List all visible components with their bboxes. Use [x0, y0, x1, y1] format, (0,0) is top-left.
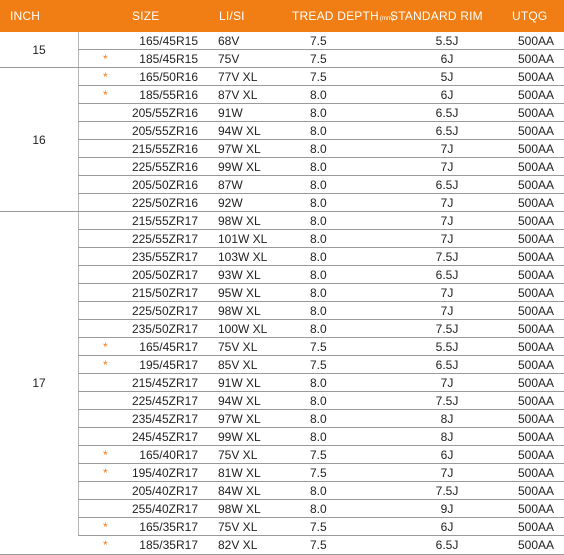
cell-standard-rim: 7.5J	[435, 484, 459, 498]
size-asterisk: *	[103, 538, 108, 552]
cell-li-si: 92W	[218, 196, 243, 210]
cell-tread-depth: 8.0	[310, 322, 327, 336]
table-row	[78, 140, 564, 158]
cell-utqg: 500AA	[517, 106, 554, 120]
col-standard-rim-header: STANDARD RIM	[390, 9, 483, 23]
table-row	[78, 500, 564, 518]
cell-tread-depth: 8.0	[310, 232, 327, 246]
cell-utqg: 500AA	[517, 448, 554, 462]
cell-li-si: 100W XL	[218, 322, 268, 336]
cell-li-si: 103W XL	[218, 250, 268, 264]
cell-li-si: 98W XL	[218, 304, 261, 318]
cell-utqg: 500AA	[517, 376, 554, 390]
cell-li-si: 77V XL	[218, 70, 258, 84]
cell-utqg: 500AA	[517, 124, 554, 138]
table-row	[78, 50, 564, 68]
cell-tread-depth: 8.0	[310, 142, 327, 156]
cell-size: 185/55R16	[139, 88, 198, 102]
cell-size: 235/45ZR17	[131, 412, 198, 426]
cell-size: 225/50ZR16	[131, 196, 198, 210]
table-row	[78, 302, 564, 320]
cell-li-si: 91W XL	[218, 376, 261, 390]
cell-standard-rim: 7J	[440, 142, 454, 156]
cell-tread-depth: 7.5	[310, 520, 327, 534]
table-row	[78, 86, 564, 104]
cell-tread-depth: 8.0	[310, 484, 327, 498]
cell-tread-depth: 7.5	[310, 538, 327, 552]
col-inch-header: INCH	[10, 9, 41, 23]
cell-size: 215/45ZR17	[131, 376, 198, 390]
cell-li-si: 99W XL	[218, 430, 261, 444]
cell-utqg: 500AA	[517, 70, 554, 84]
cell-li-si: 91W	[218, 106, 243, 120]
cell-li-si: 95W XL	[218, 286, 261, 300]
table-row	[78, 230, 564, 248]
cell-standard-rim: 7J	[440, 286, 454, 300]
cell-tread-depth: 8.0	[310, 412, 327, 426]
size-asterisk: *	[103, 466, 108, 480]
cell-size: 225/55ZR17	[131, 232, 198, 246]
cell-tread-depth: 7.5	[310, 466, 327, 480]
table-row	[78, 320, 564, 338]
cell-standard-rim: 6J	[440, 520, 454, 534]
cell-utqg: 500AA	[517, 430, 554, 444]
cell-utqg: 500AA	[517, 538, 554, 552]
cell-size: 165/50R16	[139, 70, 198, 84]
inch-cell: 15	[32, 43, 46, 57]
cell-li-si: 75V XL	[218, 448, 258, 462]
cell-li-si: 84W XL	[218, 484, 261, 498]
cell-tread-depth: 8.0	[310, 304, 327, 318]
cell-tread-depth: 7.5	[310, 52, 327, 66]
table-row	[78, 104, 564, 122]
col-tread-depth-header	[292, 0, 394, 32]
size-asterisk: *	[103, 358, 108, 372]
cell-li-si: 94W XL	[218, 394, 261, 408]
cell-tread-depth: 8.0	[310, 502, 327, 516]
cell-tread-depth: 8.0	[310, 430, 327, 444]
cell-standard-rim: 9J	[440, 502, 454, 516]
cell-size: 195/40ZR17	[131, 466, 198, 480]
table-row	[78, 428, 564, 446]
table-row	[78, 266, 564, 284]
cell-utqg: 500AA	[517, 322, 554, 336]
cell-standard-rim: 8J	[440, 430, 454, 444]
size-asterisk: *	[103, 520, 108, 534]
table-row	[78, 482, 564, 500]
cell-standard-rim: 7.5J	[435, 394, 459, 408]
table-row	[78, 194, 564, 212]
cell-standard-rim: 6J	[440, 88, 454, 102]
cell-tread-depth: 8.0	[310, 178, 327, 192]
cell-size: 205/55ZR16	[131, 124, 198, 138]
table-row	[78, 158, 564, 176]
cell-tread-depth: 8.0	[310, 214, 327, 228]
cell-standard-rim: 7J	[440, 376, 454, 390]
cell-tread-depth: 8.0	[310, 394, 327, 408]
cell-standard-rim: 6.5J	[435, 268, 459, 282]
cell-utqg: 500AA	[517, 268, 554, 282]
cell-standard-rim: 5.5J	[435, 34, 459, 48]
cell-size: 235/50ZR17	[131, 322, 198, 336]
cell-size: 205/50ZR16	[131, 178, 198, 192]
cell-li-si: 82V XL	[218, 538, 258, 552]
cell-standard-rim: 7J	[440, 214, 454, 228]
cell-size: 225/50ZR17	[131, 304, 198, 318]
cell-tread-depth: 8.0	[310, 250, 327, 264]
table-row	[78, 356, 564, 374]
cell-utqg: 500AA	[517, 340, 554, 354]
cell-tread-depth: 8.0	[310, 88, 327, 102]
table-row	[78, 68, 564, 86]
cell-utqg: 500AA	[517, 52, 554, 66]
cell-size: 245/45ZR17	[131, 430, 198, 444]
cell-utqg: 500AA	[517, 358, 554, 372]
size-asterisk: *	[103, 52, 108, 66]
cell-li-si: 97W XL	[218, 412, 261, 426]
table-row	[78, 248, 564, 266]
table-row	[78, 176, 564, 194]
cell-size: 185/35R17	[139, 538, 198, 552]
cell-tread-depth: 7.5	[310, 34, 327, 48]
cell-li-si: 81W XL	[218, 466, 261, 480]
table-row	[78, 122, 564, 140]
cell-li-si: 87V XL	[218, 88, 258, 102]
cell-standard-rim: 6.5J	[435, 538, 459, 552]
table-row	[78, 392, 564, 410]
cell-standard-rim: 6J	[440, 448, 454, 462]
col-li-si-header: LI/SI	[219, 9, 245, 23]
table-header	[0, 0, 564, 32]
cell-utqg: 500AA	[517, 304, 554, 318]
table-row	[78, 518, 564, 536]
tread-depth-label: TREAD DEPTH	[292, 9, 379, 23]
cell-li-si: 75V XL	[218, 340, 258, 354]
tread-depth-unit: (mm)	[379, 16, 394, 22]
cell-li-si: 93W XL	[218, 268, 261, 282]
cell-standard-rim: 5.5J	[435, 340, 459, 354]
table-row	[78, 446, 564, 464]
table-row	[78, 536, 564, 554]
cell-li-si: 94W XL	[218, 124, 261, 138]
cell-tread-depth: 8.0	[310, 196, 327, 210]
cell-standard-rim: 6.5J	[435, 358, 459, 372]
cell-utqg: 500AA	[517, 484, 554, 498]
col-size-header: SIZE	[132, 9, 160, 23]
cell-size: 235/55ZR17	[131, 250, 198, 264]
table-row	[78, 32, 564, 50]
cell-li-si: 75V	[218, 52, 240, 66]
cell-li-si: 97W XL	[218, 142, 261, 156]
cell-standard-rim: 7J	[440, 466, 454, 480]
cell-size: 225/45ZR17	[131, 394, 198, 408]
inch-cell: 17	[32, 376, 46, 390]
size-asterisk: *	[103, 88, 108, 102]
cell-standard-rim: 6.5J	[435, 124, 459, 138]
cell-utqg: 500AA	[517, 142, 554, 156]
cell-standard-rim: 7J	[440, 160, 454, 174]
cell-standard-rim: 6.5J	[435, 178, 459, 192]
cell-tread-depth: 7.5	[310, 340, 327, 354]
cell-li-si: 75V XL	[218, 520, 258, 534]
cell-tread-depth: 8.0	[310, 124, 327, 138]
cell-li-si: 85V XL	[218, 358, 258, 372]
cell-size: 205/50ZR17	[131, 268, 198, 282]
table-row	[78, 410, 564, 428]
cell-li-si: 68V	[218, 34, 240, 48]
cell-utqg: 500AA	[517, 160, 554, 174]
cell-size: 255/40ZR17	[131, 502, 198, 516]
cell-size: 165/45R17	[139, 340, 198, 354]
cell-utqg: 500AA	[517, 502, 554, 516]
col-utqg-header: UTQG	[512, 9, 548, 23]
cell-standard-rim: 7J	[440, 196, 454, 210]
cell-standard-rim: 7J	[440, 232, 454, 246]
table-row	[78, 374, 564, 392]
cell-utqg: 500AA	[517, 214, 554, 228]
cell-standard-rim: 7J	[440, 304, 454, 318]
cell-tread-depth: 8.0	[310, 106, 327, 120]
table-row	[78, 338, 564, 356]
cell-tread-depth: 8.0	[310, 268, 327, 282]
cell-utqg: 500AA	[517, 250, 554, 264]
cell-size: 215/50ZR17	[131, 286, 198, 300]
cell-tread-depth: 7.5	[310, 448, 327, 462]
cell-tread-depth: 7.5	[310, 358, 327, 372]
cell-utqg: 500AA	[517, 520, 554, 534]
cell-size: 185/45R15	[139, 52, 198, 66]
cell-li-si: 98W XL	[218, 502, 261, 516]
cell-size: 165/45R15	[139, 34, 198, 48]
cell-li-si: 99W XL	[218, 160, 261, 174]
cell-standard-rim: 7.5J	[435, 250, 459, 264]
cell-standard-rim: 7.5J	[435, 322, 459, 336]
cell-tread-depth: 8.0	[310, 160, 327, 174]
cell-standard-rim: 5J	[440, 70, 454, 84]
cell-standard-rim: 6J	[440, 52, 454, 66]
size-asterisk: *	[103, 340, 108, 354]
cell-size: 215/55ZR16	[131, 142, 198, 156]
table-row	[78, 284, 564, 302]
cell-utqg: 500AA	[517, 286, 554, 300]
cell-size: 205/55ZR16	[131, 106, 198, 120]
cell-size: 205/40ZR17	[131, 484, 198, 498]
cell-utqg: 500AA	[517, 232, 554, 246]
cell-size: 165/35R17	[139, 520, 198, 534]
cell-size: 195/45R17	[139, 358, 198, 372]
cell-utqg: 500AA	[517, 412, 554, 426]
cell-li-si: 101W XL	[218, 232, 268, 246]
cell-standard-rim: 6.5J	[435, 106, 459, 120]
cell-utqg: 500AA	[517, 466, 554, 480]
cell-li-si: 98W XL	[218, 214, 261, 228]
cell-size: 215/55ZR17	[131, 214, 198, 228]
cell-utqg: 500AA	[517, 394, 554, 408]
cell-standard-rim: 8J	[440, 412, 454, 426]
cell-utqg: 500AA	[517, 34, 554, 48]
size-asterisk: *	[103, 70, 108, 84]
cell-utqg: 500AA	[517, 88, 554, 102]
cell-tread-depth: 8.0	[310, 286, 327, 300]
cell-tread-depth: 7.5	[310, 70, 327, 84]
size-asterisk: *	[103, 448, 108, 462]
inch-cell: 16	[32, 133, 46, 147]
cell-size: 225/55ZR16	[131, 160, 198, 174]
cell-size: 165/40R17	[139, 448, 198, 462]
cell-utqg: 500AA	[517, 178, 554, 192]
table-row	[78, 464, 564, 482]
cell-li-si: 87W	[218, 178, 243, 192]
table-row	[78, 212, 564, 230]
cell-tread-depth: 8.0	[310, 376, 327, 390]
cell-utqg: 500AA	[517, 196, 554, 210]
